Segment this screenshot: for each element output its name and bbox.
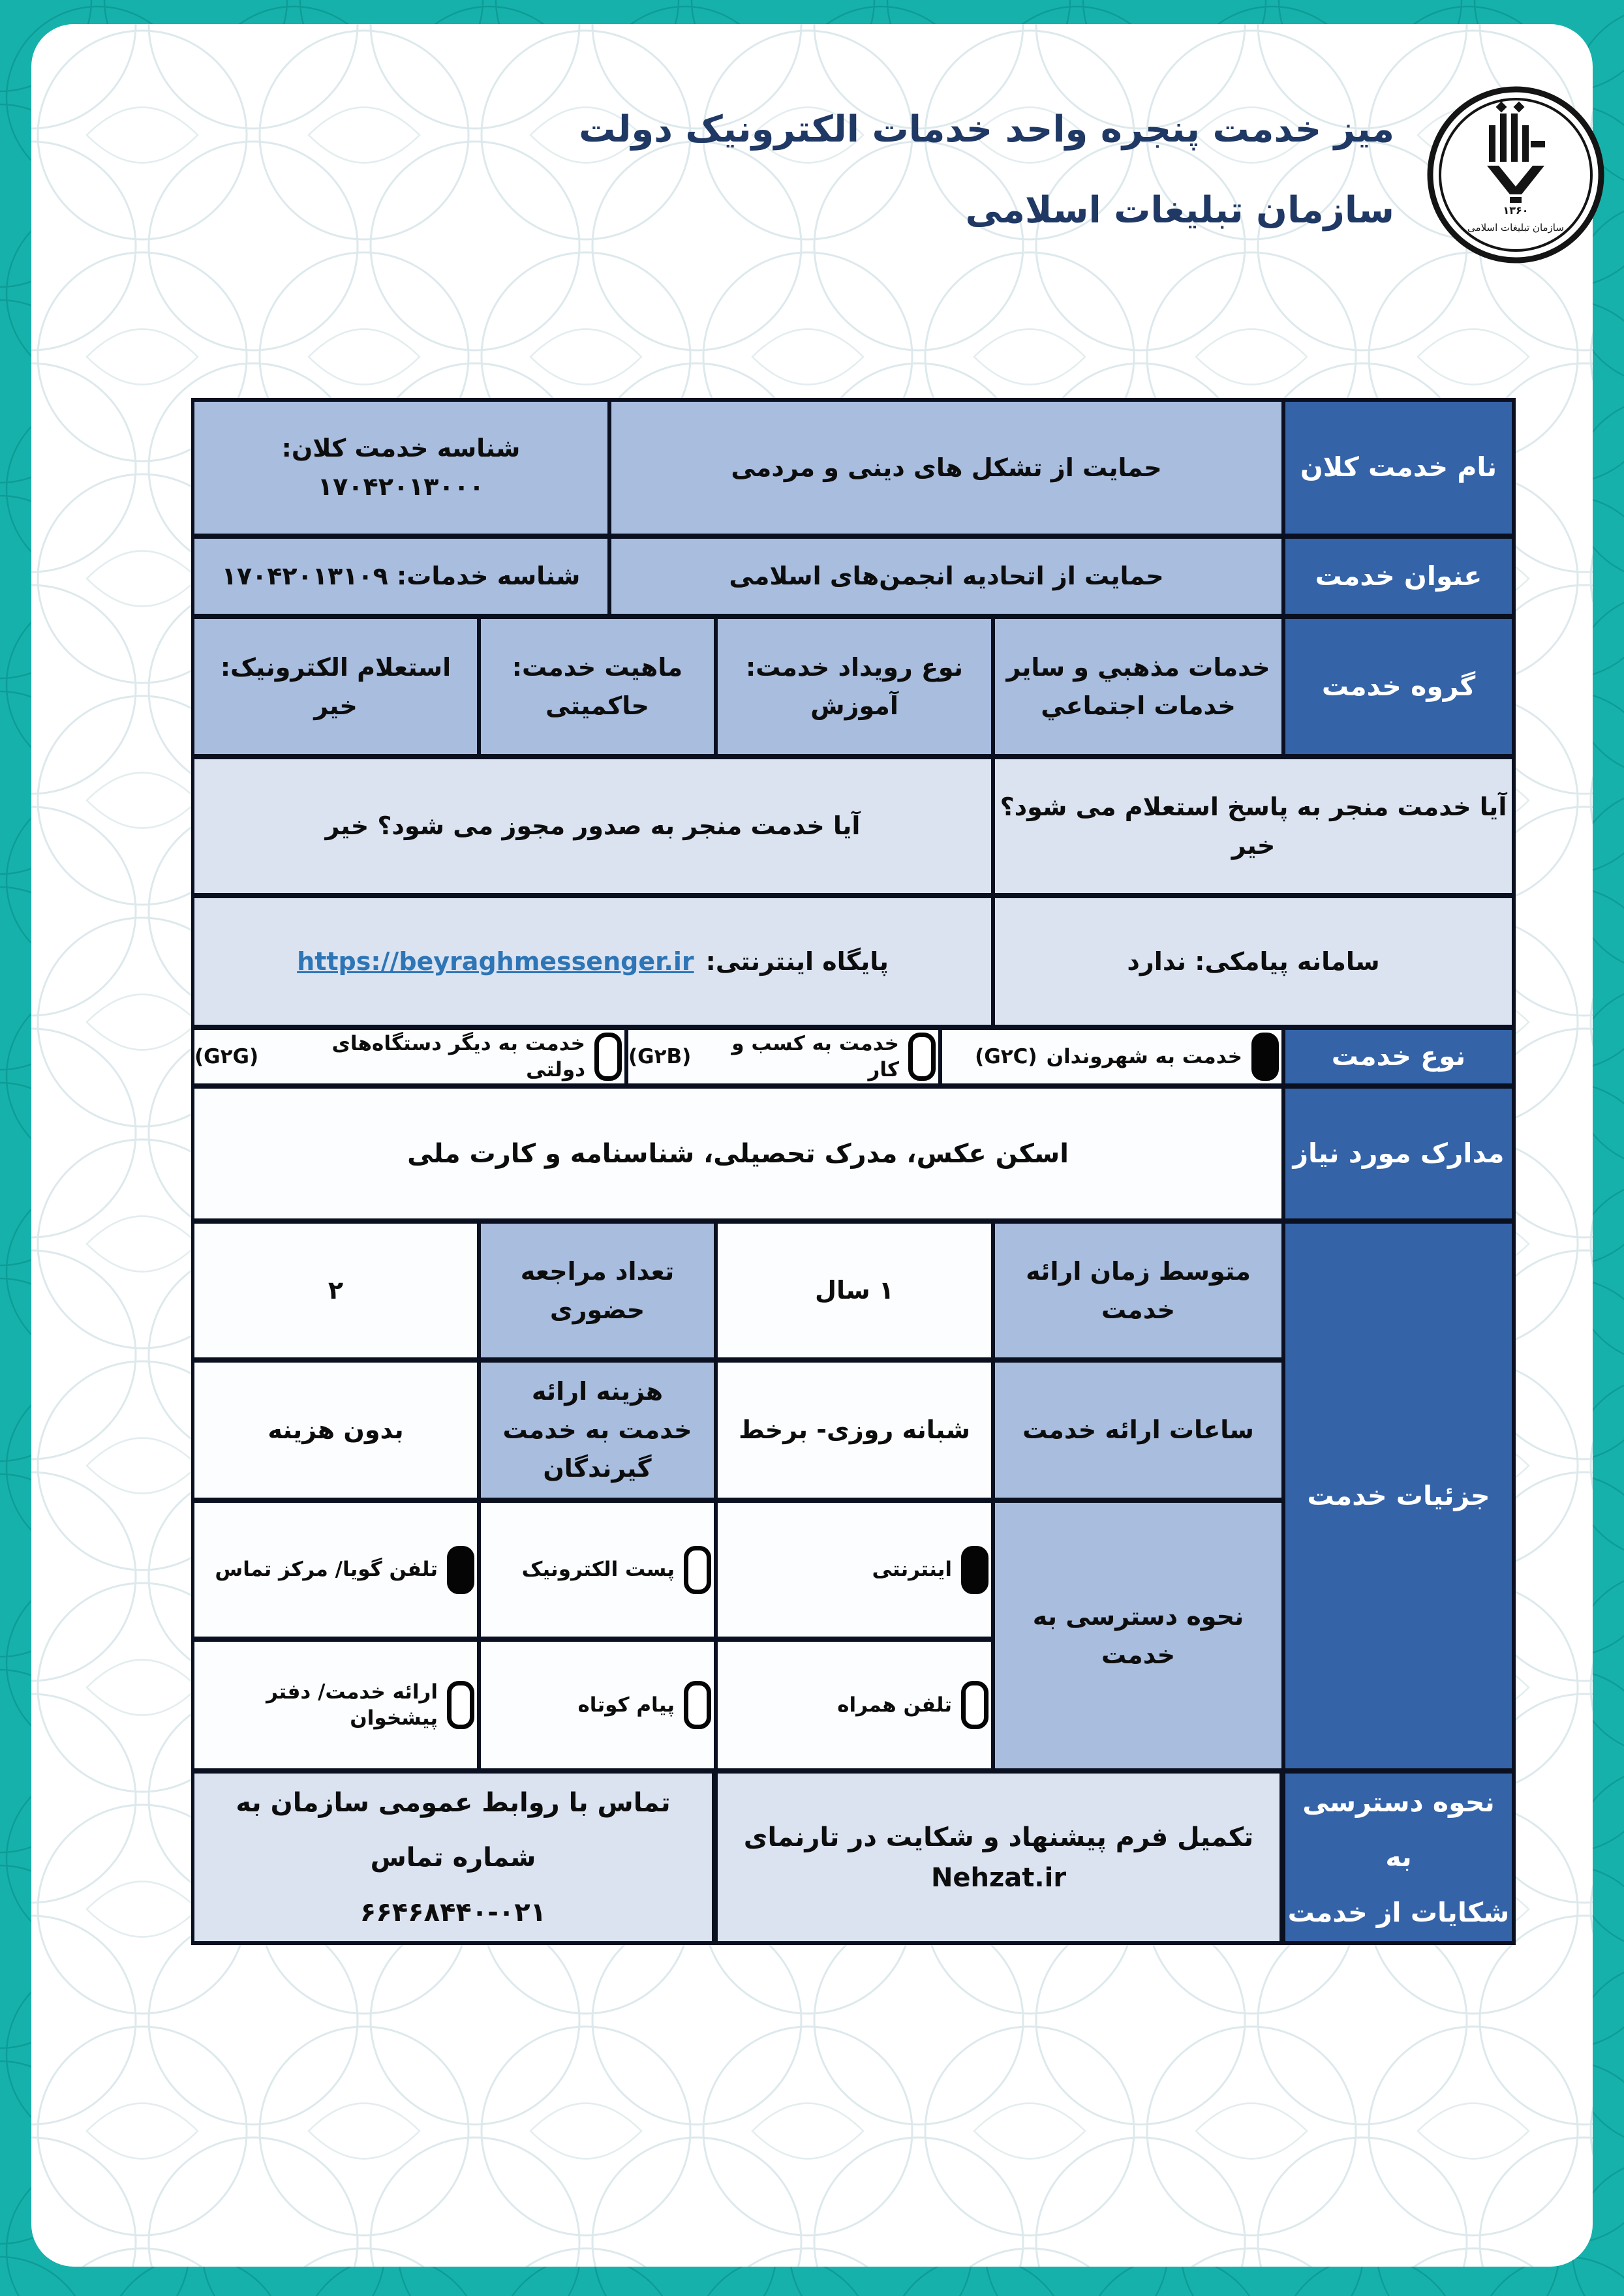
mobile-label: تلفن همراه xyxy=(837,1693,952,1717)
cost-value: بدون هزینه xyxy=(194,1363,477,1498)
website-link[interactable]: https://beyraghmessenger.ir xyxy=(297,946,694,976)
macro-service-id: شناسه خدمت کلان: ۱۷۰۴۲۰۱۳۰۰۰ xyxy=(194,402,607,534)
sms-label: پیام کوتاه xyxy=(577,1693,675,1717)
title-line-1: میز خدمت پنجره واحد خدمات الکترونیک دولت xyxy=(579,108,1394,151)
service-type-g2g xyxy=(194,1030,624,1083)
g2c-label: خدمت به شهروندان xyxy=(1046,1044,1242,1068)
complaints-header-line1: نحوه دسترسی به xyxy=(1302,1787,1495,1873)
macro-service-name: حمایت از تشکل های دینی و مردمی xyxy=(611,402,1281,534)
complaints-phone-line1: تماس با روابط عمومی سازمان به شماره تماس xyxy=(236,1787,671,1873)
license-question: آیا خدمت منجر به صدور مجوز می شود؟ خیر xyxy=(194,759,991,893)
internet-checkbox[interactable] xyxy=(961,1546,988,1594)
event-type-value: آموزش xyxy=(810,691,898,720)
details-header: جزئیات خدمت xyxy=(1285,1224,1512,1768)
access-email xyxy=(481,1503,714,1637)
document-title xyxy=(579,110,1394,230)
sms-checkbox[interactable] xyxy=(684,1681,711,1729)
event-type xyxy=(718,619,991,754)
service-nature xyxy=(481,619,714,754)
service-type-g2c xyxy=(942,1030,1281,1083)
logo-org-name: سازمان تبلیغات اسلامی xyxy=(1467,222,1564,234)
access-method-label: نحوه دسترسی به خدمت xyxy=(995,1503,1281,1768)
avg-time-label: متوسط زمان ارائه خدمت xyxy=(995,1224,1281,1357)
service-id: شناسه خدمات: ۱۷۰۴۲۰۱۳۱۰۹ xyxy=(194,539,607,614)
logo-year: ۱۳۶۰ xyxy=(1503,204,1529,217)
g2c-checkbox[interactable] xyxy=(1251,1033,1279,1081)
cost-label: هزینه ارائه خدمت به خدمت گیرندگان xyxy=(481,1363,714,1498)
sms-system: سامانه پیامکی: ندارد xyxy=(995,898,1512,1025)
service-group xyxy=(995,619,1281,754)
mobile-checkbox[interactable] xyxy=(961,1681,988,1729)
g2g-checkbox[interactable] xyxy=(594,1033,622,1081)
avg-time-value: ۱ سال xyxy=(718,1224,991,1357)
complaints-online: تکمیل فرم پیشنهاد و شکایت در تارنمای Nehzat.ir xyxy=(718,1774,1279,1941)
access-counter xyxy=(194,1642,477,1768)
row2-header: عنوان خدمت xyxy=(1285,539,1512,614)
row1-header: نام خدمت کلان xyxy=(1285,402,1512,534)
email-label: پست الکترونیک xyxy=(521,1558,675,1582)
complaints-header xyxy=(1285,1774,1512,1941)
counter-checkbox[interactable] xyxy=(447,1681,474,1729)
row7-header: مدارک مورد نیاز xyxy=(1285,1089,1512,1218)
g2c-code: (G۲C) xyxy=(975,1044,1037,1068)
organization-logo-icon xyxy=(1424,83,1607,266)
service-group-line2: خدمات اجتماعي xyxy=(1041,691,1236,720)
title-line-2: سازمان تبلیغات اسلامی xyxy=(965,189,1394,232)
visits-value: ۲ xyxy=(194,1224,477,1357)
complaints-phone-number: ۶۶۴۶۸۴۴۰-۰۲۱ xyxy=(360,1897,547,1927)
electronic-inquiry-value: خیر xyxy=(314,691,358,720)
ivr-label: تلفن گویا/ مرکز تماس xyxy=(215,1558,438,1582)
g2b-label: خدمت به کسب و کار xyxy=(731,1031,899,1081)
service-nature-label: ماهیت خدمت: xyxy=(512,652,683,682)
g2b-checkbox[interactable] xyxy=(908,1033,936,1081)
internet-label: اینترنتی xyxy=(872,1558,952,1582)
access-mobile xyxy=(718,1642,991,1768)
service-title: حمایت از اتحادیه انجمن‌های اسلامی xyxy=(611,539,1281,614)
ivr-checkbox[interactable] xyxy=(447,1546,474,1594)
g2b-code: (G۲B) xyxy=(628,1044,692,1068)
service-group-line1: خدمات مذهبي و ساير xyxy=(1006,652,1270,682)
hours-label: ساعات ارائه خدمت xyxy=(995,1363,1281,1498)
g2g-label: خدمت به دیگر دستگاه‌های دولتی xyxy=(331,1031,585,1081)
counter-label: ارائه خدمت/ دفتر پیشخوان xyxy=(266,1680,438,1730)
complaints-phone xyxy=(194,1774,712,1941)
service-type-g2b xyxy=(628,1030,938,1083)
required-documents: اسکن عکس، مدرک تحصیلی، شناسنامه و کارت ملی xyxy=(194,1089,1281,1218)
service-nature-value: حاکمیتی xyxy=(545,691,649,720)
access-sms xyxy=(481,1642,714,1768)
event-type-label: نوع رویداد خدمت: xyxy=(745,652,964,682)
visits-label: تعداد مراجعه حضوری xyxy=(481,1224,714,1357)
g2g-code: (G۲G) xyxy=(194,1044,259,1068)
website-label: پایگاه اینترنتی: xyxy=(705,946,889,976)
access-ivr xyxy=(194,1503,477,1637)
row6-header: نوع خدمت xyxy=(1285,1030,1512,1083)
hours-value: شبانه روزی- برخط xyxy=(718,1363,991,1498)
electronic-inquiry-label: استعلام الکترونیک: xyxy=(220,652,452,682)
inquiry-question: آیا خدمت منجر به پاسخ استعلام می شود؟ خیر xyxy=(995,759,1512,893)
access-internet xyxy=(718,1503,991,1637)
website-row xyxy=(194,898,991,1025)
electronic-inquiry xyxy=(194,619,477,754)
row3-header: گروه خدمت xyxy=(1285,619,1512,754)
email-checkbox[interactable] xyxy=(684,1546,711,1594)
complaints-header-line2: شکایات از خدمت xyxy=(1287,1896,1510,1928)
